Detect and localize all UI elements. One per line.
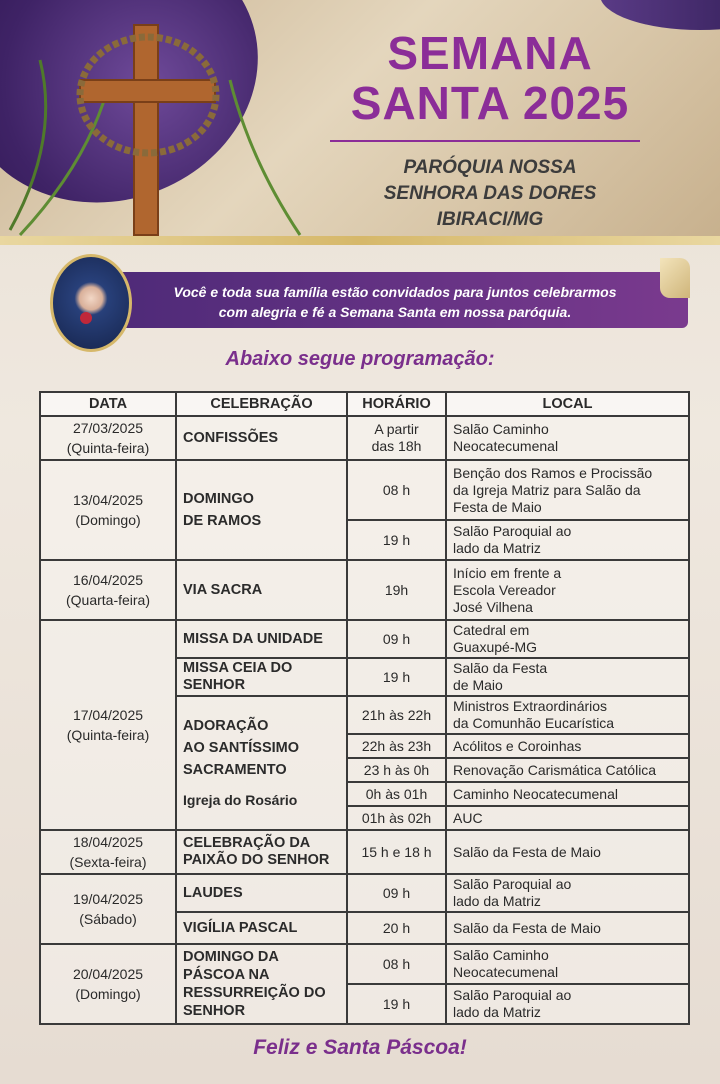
time-cell: A partir das 18h — [347, 416, 446, 460]
local-cell: Salão Caminho Neocatecumenal — [446, 416, 689, 460]
time-cell: 08 h — [347, 460, 446, 520]
time-cell: 0h às 01h — [347, 782, 446, 806]
column-header-local: LOCAL — [446, 392, 689, 416]
celebration-cell: CONFISSÕES — [176, 416, 347, 460]
date-cell: 20/04/2025 (Domingo) — [40, 944, 176, 1024]
purple-drape-image — [600, 0, 720, 30]
venue-note: Igreja do Rosário — [183, 792, 298, 808]
local-cell: AUC — [446, 806, 689, 830]
gold-divider — [0, 236, 720, 245]
time-cell: 09 h — [347, 620, 446, 658]
table-row — [40, 416, 689, 460]
heart-icon — [80, 312, 92, 324]
local-cell: Salão Paroquial ao lado da Matriz — [446, 520, 689, 560]
celebration-cell: DOMINGO DE RAMOS — [176, 460, 347, 560]
ribbon-curl — [660, 258, 690, 298]
date-cell: 27/03/2025 (Quinta-feira) — [40, 416, 176, 460]
column-header-date: DATA — [40, 392, 176, 416]
header-banner — [0, 0, 720, 245]
time-cell: 01h às 02h — [347, 806, 446, 830]
time-cell: 19 h — [347, 984, 446, 1024]
local-cell: Salão Paroquial ao lado da Matriz — [446, 984, 689, 1024]
table-row — [40, 560, 689, 620]
column-header-celebration: CELEBRAÇÃO — [176, 392, 347, 416]
local-cell: Renovação Carismática Católica — [446, 758, 689, 782]
time-cell: 21h às 22h — [347, 696, 446, 734]
time-cell: 23 h às 0h — [347, 758, 446, 782]
time-cell: 15 h e 18 h — [347, 830, 446, 874]
local-cell: Benção dos Ramos e Procissão da Igreja Matriz para Salão da Festa de Maio — [446, 460, 689, 520]
local-cell: Ministros Extraordinários da Comunhão Eucarística — [446, 696, 689, 734]
local-cell: Salão Paroquial ao lado da Matriz — [446, 874, 689, 912]
table-row — [40, 460, 689, 520]
time-cell: 22h às 23h — [347, 734, 446, 758]
table-header-row — [40, 392, 689, 416]
time-cell: 19 h — [347, 520, 446, 560]
celebration-cell: MISSA DA UNIDADE — [176, 620, 347, 658]
column-header-time: HORÁRIO — [347, 392, 446, 416]
time-cell: 08 h — [347, 944, 446, 984]
date-cell: 16/04/2025 (Quarta-feira) — [40, 560, 176, 620]
time-cell: 19h — [347, 560, 446, 620]
schedule-heading: Abaixo segue programação: — [225, 348, 495, 370]
schedule-table — [39, 391, 690, 1025]
time-cell: 09 h — [347, 874, 446, 912]
our-lady-of-sorrows-image — [50, 254, 132, 352]
date-cell: 13/04/2025 (Domingo) — [40, 460, 176, 560]
page-title: SEMANA SANTA 2025 — [350, 27, 630, 129]
celebration-cell: LAUDES — [176, 874, 347, 912]
invite-text: Você e toda sua família estão convidados para juntos celebrarmos com alegria e fé a Semana Santa em nossa paróquia. — [173, 284, 617, 320]
table-row — [40, 944, 689, 984]
time-cell: 20 h — [347, 912, 446, 944]
celebration-cell: DOMINGO DA PÁSCOA NA RESSURREIÇÃO DO SENHOR — [176, 944, 347, 1024]
title-divider — [330, 140, 640, 142]
local-cell: Início em frente a Escola Vereador José Vilhena — [446, 560, 689, 620]
parish-name: PARÓQUIA NOSSA SENHORA DAS DORES IBIRACI/MG — [383, 157, 597, 230]
footer-greeting: Feliz e Santa Páscoa! — [253, 1036, 467, 1059]
local-cell: Salão da Festa de Maio — [446, 658, 689, 696]
time-cell: 19 h — [347, 658, 446, 696]
table-row — [40, 620, 689, 658]
local-cell: Salão Caminho Neocatecumenal — [446, 944, 689, 984]
local-cell: Acólitos e Coroinhas — [446, 734, 689, 758]
local-cell: Salão da Festa de Maio — [446, 830, 689, 874]
celebration-cell: CELEBRAÇÃO DA PAIXÃO DO SENHOR — [176, 830, 347, 874]
celebration-cell: VIA SACRA — [176, 560, 347, 620]
celebration-cell: MISSA CEIA DO SENHOR — [176, 658, 347, 696]
local-cell: Catedral em Guaxupé-MG — [446, 620, 689, 658]
date-cell: 18/04/2025 (Sexta-feira) — [40, 830, 176, 874]
local-cell: Caminho Neocatecumenal — [446, 782, 689, 806]
celebration-cell: ADORAÇÃO AO SANTÍSSIMO SACRAMENTO Igreja do Rosário — [176, 696, 347, 830]
table-row — [40, 830, 689, 874]
cross-with-crown-of-thorns-image — [0, 0, 330, 240]
date-cell: 17/04/2025 (Quinta-feira) — [40, 620, 176, 830]
date-cell: 19/04/2025 (Sábado) — [40, 874, 176, 944]
local-cell: Salão da Festa de Maio — [446, 912, 689, 944]
celebration-cell: VIGÍLIA PASCAL — [176, 912, 347, 944]
table-row — [40, 874, 689, 912]
